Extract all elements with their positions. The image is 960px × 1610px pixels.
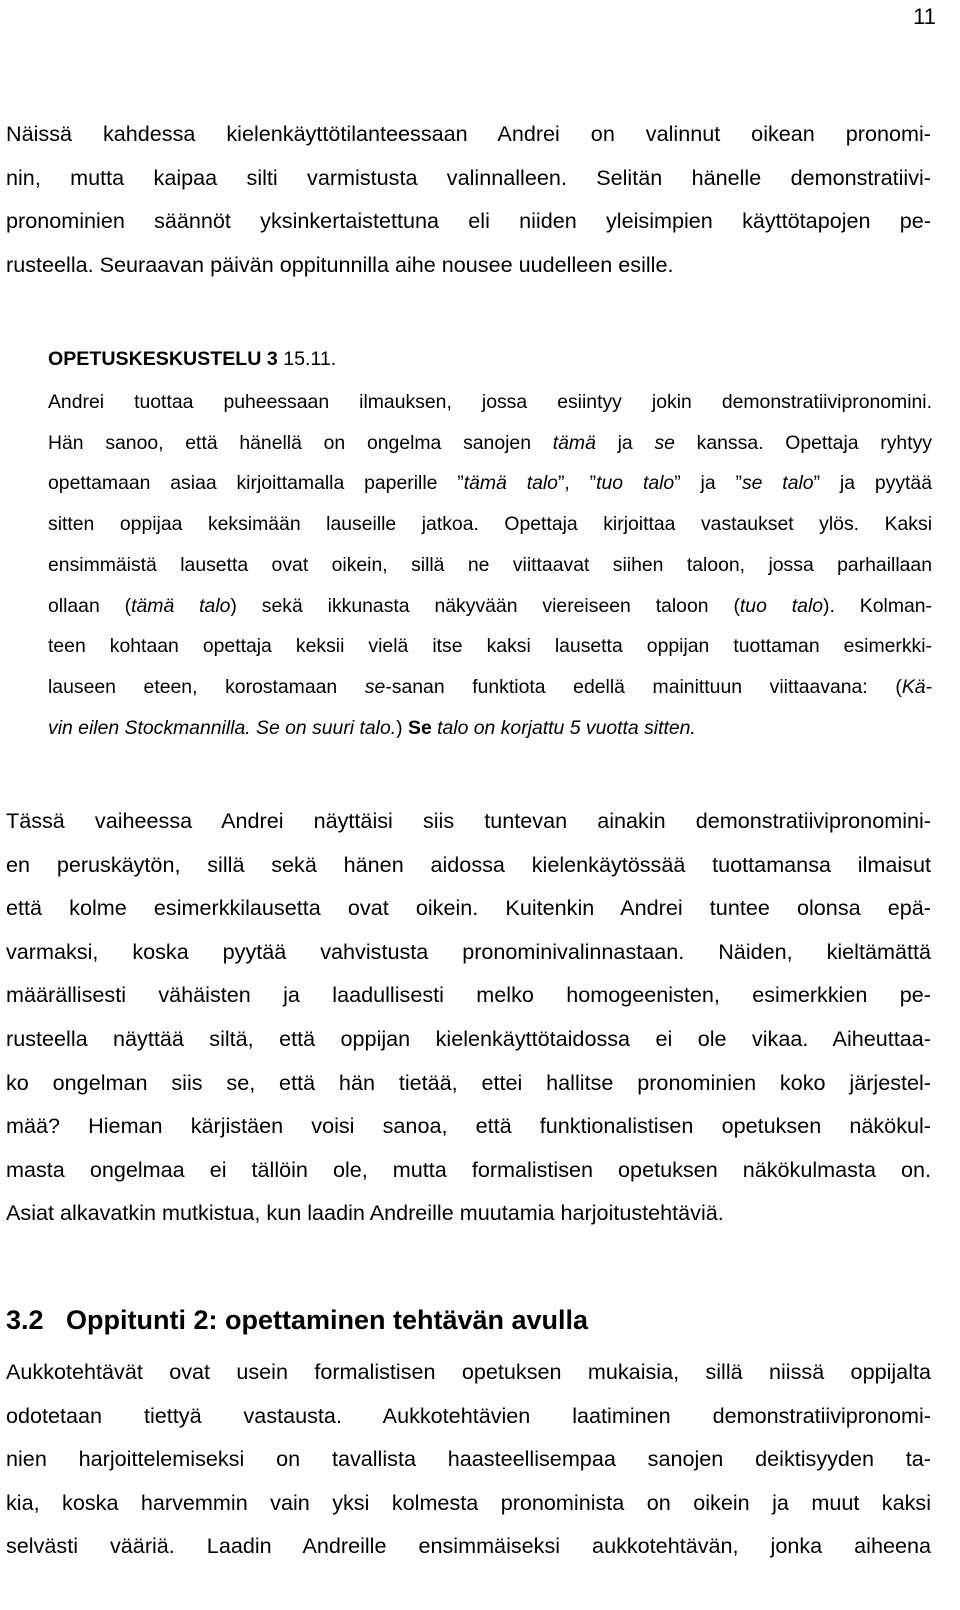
bold-term: Se	[408, 716, 432, 739]
italic-term: tämä talo	[463, 472, 558, 495]
italic-term: tuo talo	[739, 594, 824, 617]
text-line: että kolme esimerkkilausetta ovat oikein. Kuitenkin Andrei tuntee olonsa epä-	[6, 895, 931, 921]
italic-term: se talo	[741, 472, 814, 495]
section-title: Oppitunti 2: opettaminen tehtävän avulla	[66, 1305, 589, 1335]
paragraph-intro	[6, 112, 931, 286]
italic-term: se	[654, 431, 675, 454]
case-title-date: 15.11.	[283, 348, 337, 370]
text-fragment: lauseen eteen, korostamaan	[48, 675, 365, 698]
case-title	[48, 343, 336, 375]
text-line: sitten oppijaa keksimään lauseille jatkoa. Opettaja kirjoittaa vastaukset ylös. Kaksi	[48, 513, 932, 536]
section-number: 3.2	[6, 1305, 44, 1335]
text-line: Näissä kahdessa kielenkäyttötilanteessaan Andrei on valinnut oikean pronomi-	[6, 121, 931, 146]
text-fragment: opettamaan asiaa kirjoittamalla paperille ”	[48, 472, 464, 495]
text-fragment: )	[396, 716, 409, 739]
text-fragment: ) sekä ikkunasta näkyvään viereiseen taloon (	[230, 594, 740, 617]
section-heading	[6, 1300, 588, 1340]
text-fragment: Hän sanoo, että hänellä on ongelma sanojen	[48, 431, 553, 454]
text-line: nin, mutta kaipaa silti varmistusta valinnalleen. Selitän hänelle demonstratiivi-	[6, 164, 931, 190]
italic-term: talo on korjattu 5 vuotta sitten.	[431, 716, 696, 739]
text-line: rusteella näyttää siltä, että oppijan kielenkäyttötaidossa ei ole vikaa. Aiheuttaa-	[6, 1025, 931, 1051]
text-line: ensimmäistä lausetta ovat oikein, sillä ne viittaavat siihen taloon, jossa parhaillaan	[48, 553, 932, 576]
text-line: en peruskäytön, sillä sekä hänen aidossa kielenkäytössää tuottamansa ilmaisut	[6, 851, 931, 877]
text-line: mää? Hieman kärjistäen voisi sanoa, että funktionalistisen opetuksen näkökul-	[6, 1113, 931, 1139]
text-line	[48, 667, 932, 708]
text-line: Asiat alkavatkin mutkistua, kun laadin Andreille muutamia harjoitustehtäviä.	[6, 1200, 724, 1226]
text-line: masta ongelmaa ei tällöin ole, mutta formalistisen opetuksen näkökulmasta on.	[6, 1156, 931, 1182]
text-fragment: ja	[595, 431, 655, 454]
paragraph-analysis	[6, 799, 931, 1235]
text-fragment: ”, ”	[557, 472, 597, 495]
text-line: selvästi vääriä. Laadin Andreille ensimmäiseksi aukkotehtävän, jonka aiheena	[6, 1533, 931, 1559]
text-line	[48, 423, 932, 464]
italic-term: tämä	[552, 431, 596, 454]
text-fragment: ” ja pyytää	[813, 472, 932, 495]
text-fragment: ” ja ”	[674, 472, 742, 495]
text-fragment: ). Kolman-	[823, 594, 933, 617]
case-description	[48, 382, 932, 748]
text-fragment: -sanan funktiota edellä mainittuun viittaavana: (	[385, 675, 902, 698]
text-line: teen kohtaan opettaja keksii vielä itse kaksi lausetta oppijan tuottaman esimerkki-	[48, 635, 932, 658]
text-line	[48, 586, 932, 627]
italic-term: Kä-	[901, 675, 933, 698]
text-line: pronominien säännöt yksinkertaistettuna eli niiden yleisimpien käyttötapojen pe-	[6, 208, 931, 234]
italic-term: tuo talo	[596, 472, 675, 495]
case-title-label: OPETUSKESKUSTELU 3	[48, 348, 278, 370]
text-line: rusteella. Seuraavan päivän oppitunnilla aihe nousee uudelleen esille.	[6, 251, 674, 277]
text-line: Aukkotehtävät ovat usein formalistisen opetuksen mukaisia, sillä niissä oppijalta	[6, 1359, 931, 1384]
page-number: 11	[913, 4, 936, 29]
text-line: määrällisesti vähäisten ja laadullisesti melko homogeenisten, esimerkkien pe-	[6, 982, 931, 1008]
italic-term: se	[364, 675, 386, 698]
italic-term: tämä talo	[131, 594, 231, 617]
paragraph-exercise	[6, 1350, 931, 1568]
text-line	[48, 708, 932, 749]
text-line: Tässä vaiheessa Andrei näyttäisi siis tuntevan ainakin demonstratiivipronomini-	[6, 808, 931, 833]
text-line: kia, koska harvemmin vain yksi kolmesta pronominista on oikein ja muut kaksi	[6, 1489, 931, 1515]
text-fragment: kanssa. Opettaja ryhtyy	[674, 431, 932, 454]
text-line: Andrei tuottaa puheessaan ilmauksen, jossa esiintyy jokin demonstratiivipronomini.	[48, 391, 932, 413]
text-line: odotetaan tiettyä vastausta. Aukkotehtävien laatiminen demonstratiivipronomi-	[6, 1402, 931, 1428]
text-line: nien harjoittelemiseksi on tavallista haasteellisempaa sanojen deiktisyyden ta-	[6, 1446, 931, 1472]
text-fragment: ollaan (	[48, 594, 132, 617]
text-line	[48, 463, 932, 504]
text-line: ko ongelman siis se, että hän tietää, ettei hallitse pronominien koko järjestel-	[6, 1069, 931, 1095]
text-line: varmaksi, koska pyytää vahvistusta pronominivalinnastaan. Näiden, kieltämättä	[6, 938, 931, 964]
italic-term: vin eilen Stockmannilla. Se on suuri talo.	[48, 716, 397, 739]
